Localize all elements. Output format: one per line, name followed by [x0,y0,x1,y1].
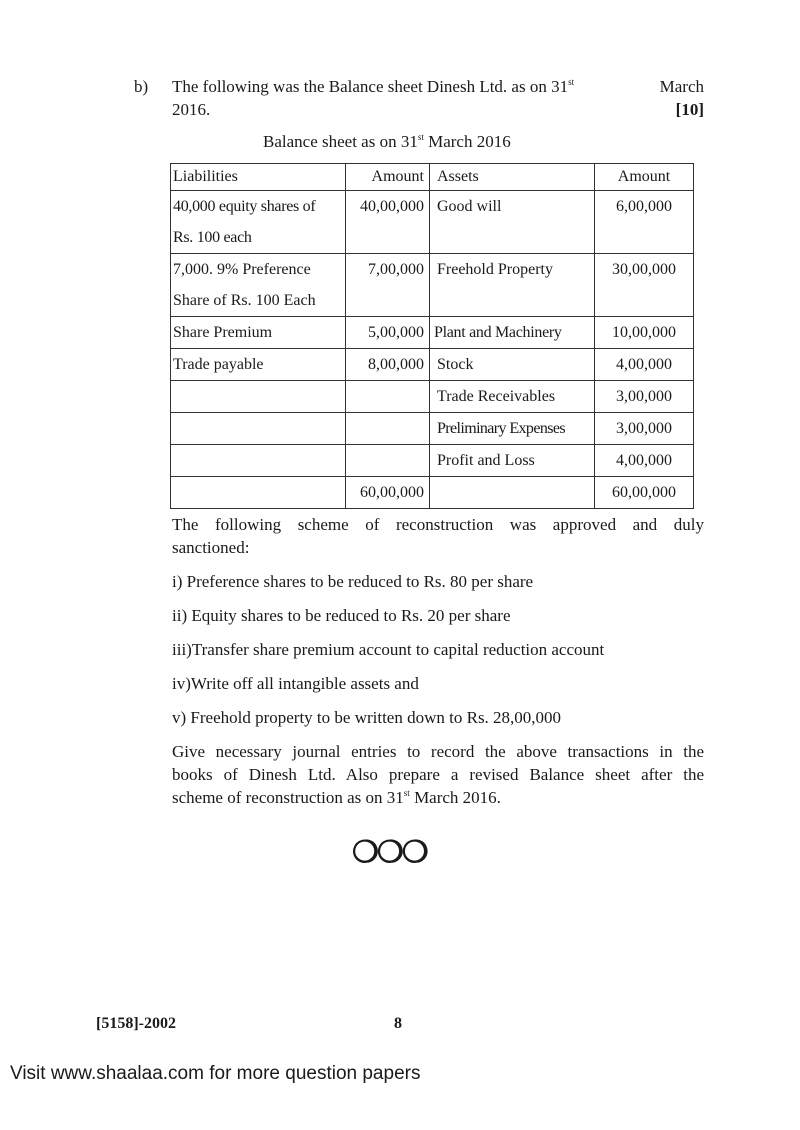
table-cell: Freehold Property [430,254,595,317]
table-cell: 40,000 equity shares of Rs. 100 each [171,191,346,254]
table-cell: Share Premium [171,317,346,349]
scheme-item: iv)Write off all intangible assets and [172,674,419,693]
page-code: [5158]-2002 [96,1015,176,1032]
question-label: b) [134,77,149,96]
table-cell: Preliminary Expenses [430,413,595,445]
total-liabilities: 60,00,000 [346,477,430,509]
table-total-row [171,477,694,509]
scheme-item: i) Preference shares to be reduced to Rs. 80 per share [172,572,534,591]
table-row [171,445,694,477]
table-row [171,413,694,445]
question-text: The following was the Balance sheet Dinesh Ltd. as on 31st March 2016. [10] [172,77,704,119]
scheme-item: v) Freehold property to be written down to Rs. 28,00,000 [172,708,562,727]
footer-link[interactable]: Visit www.shaalaa.com for more question papers [10,1063,421,1084]
table-header-row [171,164,694,191]
table-cell: 8,00,000 [346,349,430,381]
table-cell: Trade Receivables [430,381,595,413]
content-flow [170,163,704,871]
total-assets: 60,00,000 [595,477,694,509]
table-cell: Plant and Machinery [430,317,595,349]
table-cell: 40,00,000 [346,191,430,254]
header-cell: Liabilities [171,164,346,191]
table-row [171,254,694,317]
table-cell: 3,00,000 [595,413,694,445]
table-row [171,191,694,254]
table-cell: 6,00,000 [595,191,694,254]
table-cell: 30,00,000 [595,254,694,317]
instruction: Give necessary journal entries to record the above transactions in the books of Dinesh Ltd. Also prepare a revised Balance sheet after the scheme of reconstruction as on 31st March 2016. [172,742,704,807]
table-row [171,317,694,349]
marks: [10] [675,100,704,119]
scheme-item: iii)Transfer share premium account to capital reduction account [172,640,605,659]
header-cell: Amount [595,164,694,191]
table-title: Balance sheet as on 31st March 2016 [263,132,511,151]
table-cell: Trade payable [171,349,346,381]
balance-sheet-table [170,163,694,509]
table-cell [430,477,595,509]
table-cell [346,413,430,445]
table-cell: 7,00,000 [346,254,430,317]
table-cell: Good will [430,191,595,254]
header-cell: Assets [430,164,595,191]
table-cell: 10,00,000 [595,317,694,349]
scheme-intro: The following scheme of reconstruction was approved and duly sanctioned: [172,515,704,557]
table-cell: 4,00,000 [595,445,694,477]
table-cell [346,381,430,413]
table-cell: 5,00,000 [346,317,430,349]
table-row [171,381,694,413]
table-cell [346,445,430,477]
scheme-item: ii) Equity shares to be reduced to Rs. 20 per share [172,606,511,625]
header-cell: Amount [346,164,430,191]
table-cell [171,477,346,509]
table-row [171,349,694,381]
table-cell: 7,000. 9% Preference Share of Rs. 100 Each [171,254,346,317]
table-cell [171,381,346,413]
end-mark: ❍❍❍ [352,836,427,869]
table-cell [171,413,346,445]
table-cell: Stock [430,349,595,381]
table-cell: 4,00,000 [595,349,694,381]
table-cell: 3,00,000 [595,381,694,413]
table-cell: Profit and Loss [430,445,595,477]
page-number: 8 [394,1015,402,1032]
table-cell [171,445,346,477]
